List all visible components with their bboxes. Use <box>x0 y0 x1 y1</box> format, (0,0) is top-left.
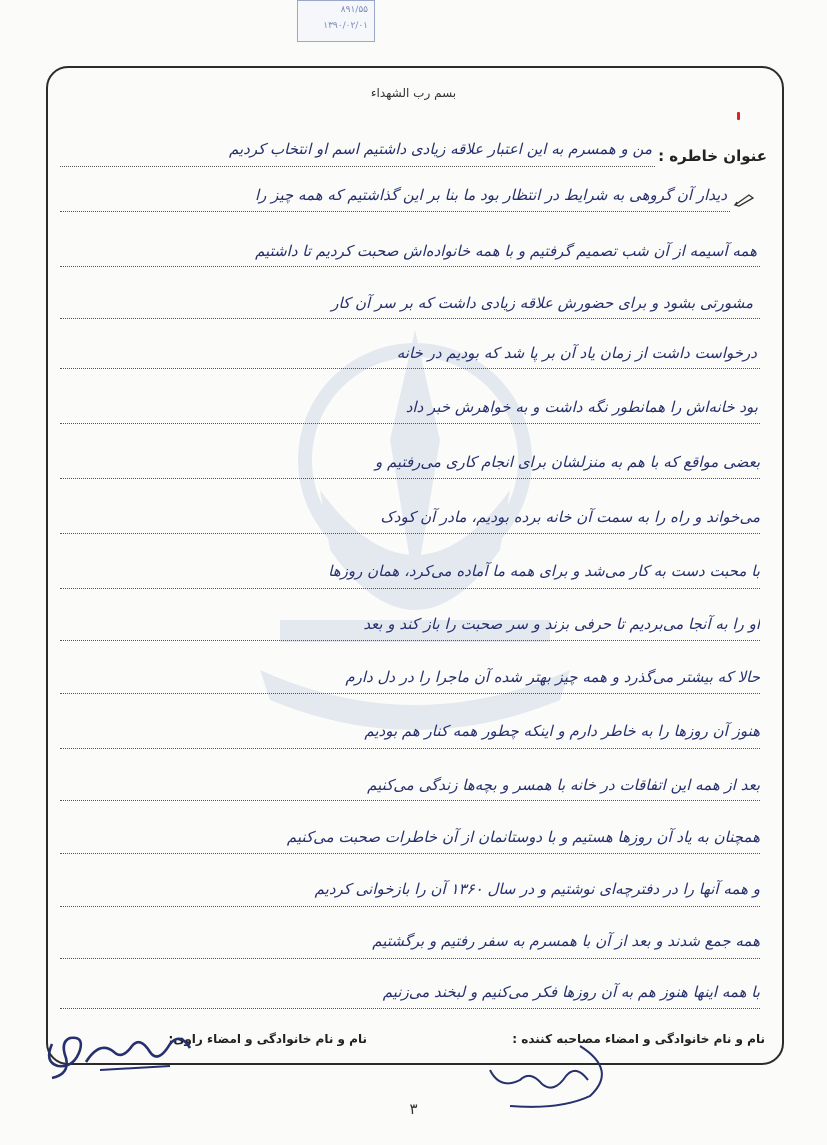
writing-line <box>60 906 760 907</box>
narrator-label: نام و نام خانوادگی و امضاء راوی: <box>168 1032 367 1046</box>
handwritten-line: همه آسیمه از آن شب تصمیم گرفتیم و با همه خانواده‌اش صحبت کردیم تا داشتیم <box>255 242 757 260</box>
pen-icon <box>733 193 755 207</box>
writing-line <box>60 368 760 369</box>
writing-line <box>60 640 760 641</box>
writing-line <box>60 800 760 801</box>
memory-title-label: عنوان خاطره : <box>658 147 767 165</box>
handwritten-line: و همه آنها را در دفترچه‌ای نوشتیم و در سال ۱۳۶۰ آن را بازخوانی کردیم <box>314 880 760 898</box>
handwritten-line: همچنان به یاد آن روزها هستیم و با دوستانمان از آن خاطرات صحبت می‌کنیم <box>286 828 760 846</box>
handwritten-line: با محبت دست به کار می‌شد و برای همه ما آماده می‌کرد، همان روزها <box>328 562 760 580</box>
writing-line <box>60 318 760 319</box>
writing-line <box>60 166 655 167</box>
handwritten-line: هنوز آن روزها را به خاطر دارم و اینکه چطور همه کنار هم بودیم <box>364 722 760 740</box>
writing-line <box>60 533 760 534</box>
writing-line <box>60 853 760 854</box>
writing-line <box>60 588 760 589</box>
handwritten-line: دیدار آن گروهی به شرایط در انتظار بود ما بنا بر این گذاشتیم که همه چیز را <box>254 186 727 204</box>
writing-line <box>60 266 760 267</box>
writing-line <box>60 478 760 479</box>
handwritten-line: بود خانه‌اش را همانطور نگه داشت و به خواهرش خبر داد <box>405 398 758 416</box>
handwritten-line: او را به آنجا می‌بردیم تا حرفی بزند و سر صحبت را باز کند و بعد <box>363 615 760 633</box>
stamp-line-2: ۱۳۹۰/۰۲/۰۱ <box>323 21 368 31</box>
writing-line <box>60 693 760 694</box>
handwritten-line: حالا که بیشتر می‌گذرد و همه چیز بهتر شده آن ماجرا را در دل دارم <box>345 668 760 686</box>
page-number: ۳ <box>409 1100 418 1118</box>
handwritten-line: من و همسرم به این اعتبار علاقه زیادی داشتیم اسم او انتخاب کردیم <box>228 140 652 158</box>
handwritten-line: همه جمع شدند و بعد از آن با همسرم به سفر رفتیم و برگشتیم <box>372 932 760 950</box>
handwritten-line: درخواست داشت از زمان یاد آن بر پا شد که بودیم در خانه <box>396 344 757 362</box>
bismillah-heading: بسم رب الشهداء <box>370 86 457 100</box>
handwritten-line: بعد از همه این اتفاقات در خانه با همسر و بچه‌ها زندگی می‌کنیم <box>367 776 760 794</box>
interviewer-label: نام و نام خانوادگی و امضاء مصاحبه کننده : <box>512 1032 765 1046</box>
writing-line <box>60 211 730 212</box>
handwritten-line: بعضی مواقع که با هم به منزلشان برای انجام کاری می‌رفتیم و <box>374 453 760 471</box>
red-mark <box>737 112 740 120</box>
registration-stamp <box>297 0 375 42</box>
handwritten-line: مشورتی بشود و برای حضورش علاقه زیادی داشت که بر سر آن کار <box>331 294 753 312</box>
writing-line <box>60 423 760 424</box>
handwritten-line: با همه اینها هنوز هم به آن روزها فکر می‌کنیم و لبخند می‌زنیم <box>382 983 760 1001</box>
writing-line <box>60 748 760 749</box>
handwritten-line: می‌خواند و راه را به سمت آن خانه برده بودیم، مادر آن کودک <box>380 508 760 526</box>
writing-line <box>60 1008 760 1009</box>
stamp-line-1: ۸۹۱/۵۵ <box>340 5 368 15</box>
writing-line <box>60 958 760 959</box>
narrator-signature <box>40 1022 200 1082</box>
